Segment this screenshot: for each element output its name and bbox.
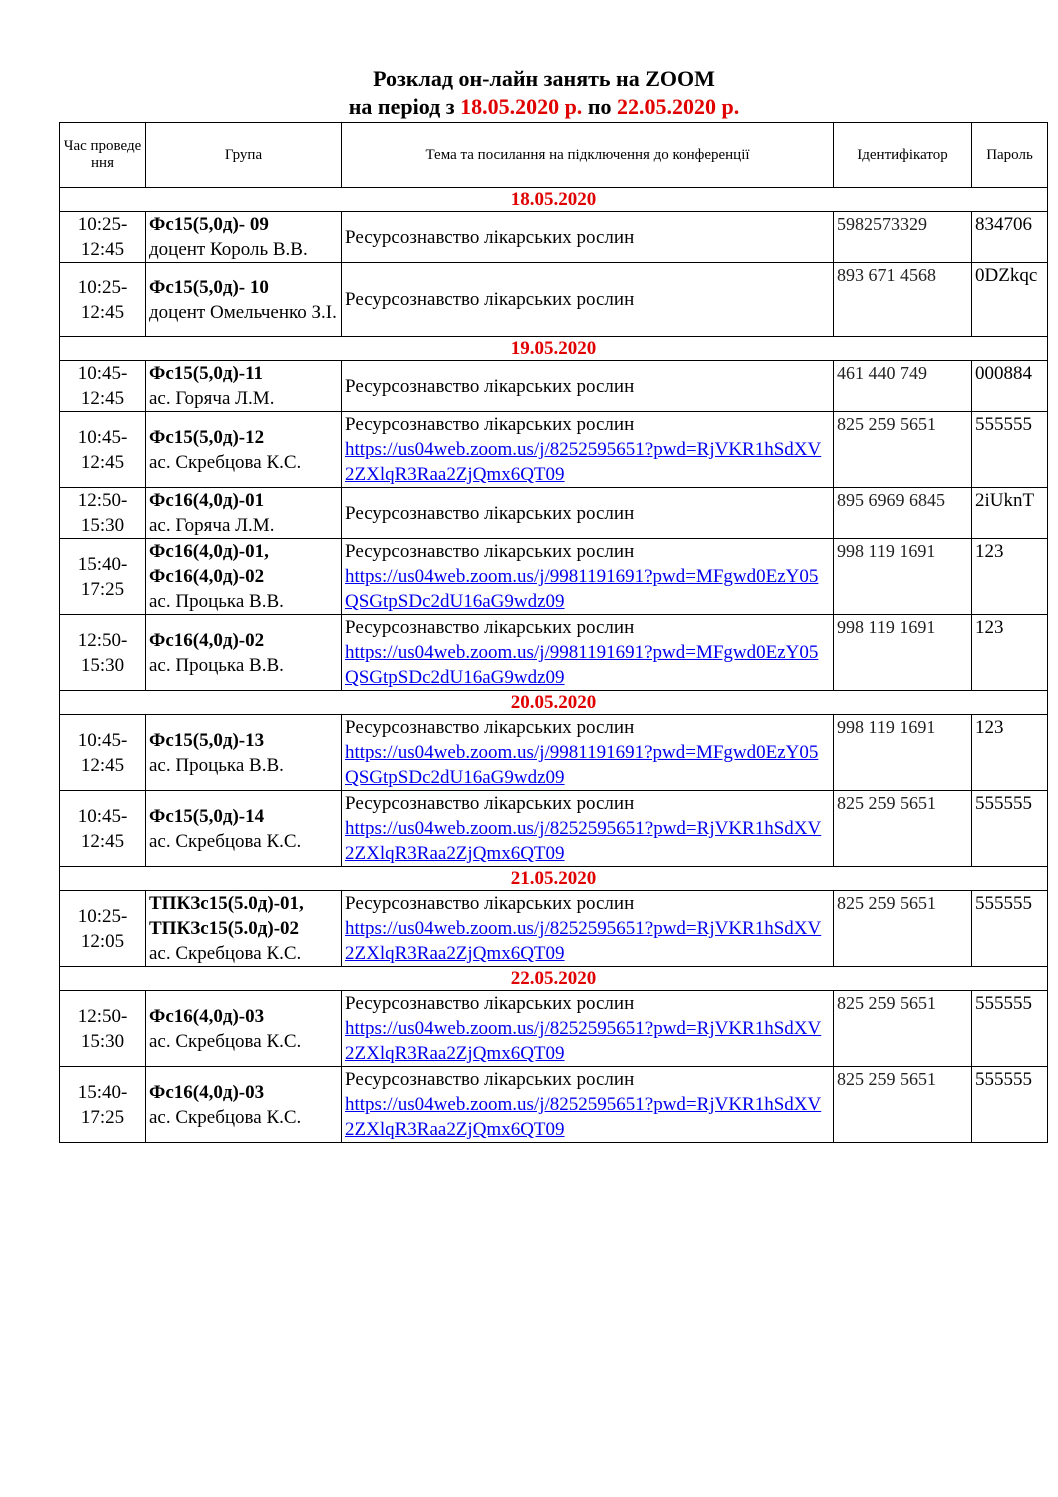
topic-cell [342,361,834,412]
topic-title: Ресурсознавство лікарських рослин [345,414,635,435]
teacher-name: ас. Скребцова К.С. [149,1030,302,1052]
topic-title: Ресурсознавство лікарських рослин [345,1069,635,1090]
topic-title: Ресурсознавство лікарських рослин [345,541,635,562]
teacher-name: ас. Скребцова К.С. [149,451,302,473]
group-name: Фс15(5,0д)- 09 [149,214,269,235]
table-row [60,212,1048,263]
password-cell: 000884 [972,361,1048,412]
conference-id-cell: 825 259 5651 [834,891,972,967]
password-cell: 555555 [972,991,1048,1067]
group-name: Фс16(4,0д)-03 [149,1081,265,1103]
teacher-name: ас. Скребцова К.С. [149,943,302,964]
teacher-name: ас. Процька В.В. [149,754,284,776]
group-cell [146,212,342,263]
teacher-name: ас. Горяча Л.М. [149,515,275,536]
topic-title: Ресурсознавство лікарських рослин [345,289,635,310]
time-cell: 15:40- 17:25 [60,1067,146,1143]
password-cell: 555555 [972,791,1048,867]
header-id: Ідентифікатор [834,123,972,188]
topic-cell [342,615,834,691]
table-row [60,1067,1048,1143]
group-cell [146,991,342,1067]
table-row [60,715,1048,791]
group-cell [146,615,342,691]
zoom-link[interactable]: https://us04web.zoom.us/j/9981191691?pwd=MFgwd0EzY05QSGtpSDc2dU16aG9wdz09 [345,642,819,688]
time-cell: 12:50- 15:30 [60,991,146,1067]
date-cell: 20.05.2020 [60,691,1048,715]
group-cell [146,891,342,967]
page-title [0,66,1058,92]
date-row [60,337,1048,361]
teacher-name: доцент Омельченко З.І. [149,301,337,323]
topic-cell [342,1067,834,1143]
password-cell: 555555 [972,891,1048,967]
topic-title: Ресурсознавство лікарських рослин [345,793,635,814]
password-cell: 834706 [972,212,1048,263]
time-cell: 10:45- 12:45 [60,715,146,791]
password-cell: 123 [972,715,1048,791]
group-cell [146,539,342,615]
table-body [60,188,1048,1143]
group-name: Фс15(5,0д)-13 [149,729,265,751]
topic-cell [342,991,834,1067]
page-subtitle [0,94,1058,120]
header-topic: Тема та посилання на підключення до конференції [342,123,834,188]
time-cell: 12:50- 15:30 [60,615,146,691]
zoom-link[interactable]: https://us04web.zoom.us/j/8252595651?pwd=RjVKR1hSdXV2ZXlqR3Raa2ZjQmx6QT09 [345,818,822,864]
date-cell: 22.05.2020 [60,967,1048,991]
teacher-name: доцент Король В.В. [149,239,308,260]
conference-id-cell: 5982573329 [834,212,972,263]
topic-title: Ресурсознавство лікарських рослин [345,502,635,524]
password-cell: 123 [972,615,1048,691]
group-name: Фс15(5,0д)- 10 [149,276,269,298]
teacher-name: ас. Процька В.В. [149,654,284,676]
table-row [60,891,1048,967]
conference-id-cell: 998 119 1691 [834,715,972,791]
group-name: Фс16(4,0д)-01 [149,490,265,511]
password-cell: 2iUknT [972,488,1048,539]
group-cell [146,715,342,791]
conference-id-cell: 825 259 5651 [834,412,972,488]
group-name: ТПКЗс15(5.0д)-01, [149,893,304,914]
time-cell: 10:25- 12:45 [60,212,146,263]
header-password: Пароль [972,123,1048,188]
topic-title: Ресурсознавство лікарських рослин [345,617,635,638]
date-cell: 18.05.2020 [60,188,1048,212]
conference-id-cell: 893 671 4568 [834,263,972,337]
topic-title: Ресурсознавство лікарських рослин [345,717,635,738]
group-cell [146,488,342,539]
time-cell: 12:50- 15:30 [60,488,146,539]
group-name: Фс16(4,0д)-02 [149,566,265,587]
group-name: Фс16(4,0д)-03 [149,1005,265,1027]
zoom-link[interactable]: https://us04web.zoom.us/j/8252595651?pwd=RjVKR1hSdXV2ZXlqR3Raa2ZjQmx6QT09 [345,439,822,485]
teacher-name: ас. Скребцова К.С. [149,830,302,852]
password-cell: 555555 [972,412,1048,488]
title-prefix: на період з [348,94,461,119]
title-date-from: 18.05.2020 р. [460,94,583,119]
group-name: Фс16(4,0д)-02 [149,629,265,651]
table-row [60,991,1048,1067]
table-row [60,539,1048,615]
table-row [60,412,1048,488]
date-row [60,867,1048,891]
topic-title: Ресурсознавство лікарських рослин [345,226,635,248]
topic-cell [342,791,834,867]
password-cell: 555555 [972,1067,1048,1143]
zoom-link[interactable]: https://us04web.zoom.us/j/8252595651?pwd=RjVKR1hSdXV2ZXlqR3Raa2ZjQmx6QT09 [345,918,822,964]
table-row [60,488,1048,539]
group-cell [146,263,342,337]
topic-cell [342,412,834,488]
teacher-name: ас. Горяча Л.М. [149,388,275,409]
conference-id-cell: 461 440 749 [834,361,972,412]
date-row [60,188,1048,212]
schedule-table [59,122,1048,1143]
time-cell: 10:45- 12:45 [60,791,146,867]
topic-cell [342,263,834,337]
table-row [60,263,1048,337]
group-cell [146,361,342,412]
group-name: Фс16(4,0д)-01, [149,541,269,562]
group-name: Фс15(5,0д)-11 [149,363,264,384]
time-cell: 10:45- 12:45 [60,361,146,412]
title-mid: по [582,94,617,119]
topic-cell [342,212,834,263]
time-cell: 10:25- 12:05 [60,891,146,967]
teacher-name: ас. Скребцова К.С. [149,1106,302,1128]
table-row [60,791,1048,867]
group-cell [146,791,342,867]
group-cell [146,1067,342,1143]
zoom-link[interactable]: https://us04web.zoom.us/j/9981191691?pwd=MFgwd0EzY05QSGtpSDc2dU16aG9wdz09 [345,566,819,612]
topic-title: Ресурсознавство лікарських рослин [345,993,635,1014]
group-name: Фс15(5,0д)-14 [149,805,265,827]
conference-id-cell: 998 119 1691 [834,539,972,615]
zoom-link[interactable]: https://us04web.zoom.us/j/9981191691?pwd=MFgwd0EzY05QSGtpSDc2dU16aG9wdz09 [345,742,819,788]
group-name: Фс15(5,0д)-12 [149,426,265,448]
topic-title: Ресурсознавство лікарських рослин [345,893,635,914]
date-cell: 21.05.2020 [60,867,1048,891]
topic-cell [342,539,834,615]
header-group: Група [146,123,342,188]
topic-cell [342,715,834,791]
time-cell: 10:25- 12:45 [60,263,146,337]
date-cell: 19.05.2020 [60,337,1048,361]
table-row [60,615,1048,691]
table-header-row [60,123,1048,188]
topic-cell [342,891,834,967]
title-line1: Розклад он-лайн занять на ZOOM [373,66,715,91]
group-cell [146,412,342,488]
time-cell: 15:40- 17:25 [60,539,146,615]
topic-title: Ресурсознавство лікарських рослин [345,375,635,397]
teacher-name: ас. Процька В.В. [149,591,284,612]
conference-id-cell: 825 259 5651 [834,1067,972,1143]
topic-cell [342,488,834,539]
password-cell: 123 [972,539,1048,615]
conference-id-cell: 895 6969 6845 [834,488,972,539]
title-date-to: 22.05.2020 р. [617,94,740,119]
zoom-link[interactable]: https://us04web.zoom.us/j/8252595651?pwd=RjVKR1hSdXV2ZXlqR3Raa2ZjQmx6QT09 [345,1094,822,1140]
header-time: Час проведе ння [60,123,146,188]
table-row [60,361,1048,412]
conference-id-cell: 825 259 5651 [834,791,972,867]
time-cell: 10:45- 12:45 [60,412,146,488]
date-row [60,967,1048,991]
password-cell: 0DZkqc [972,263,1048,337]
conference-id-cell: 825 259 5651 [834,991,972,1067]
conference-id-cell: 998 119 1691 [834,615,972,691]
group-name: ТПКЗс15(5.0д)-02 [149,918,300,939]
date-row [60,691,1048,715]
zoom-link[interactable]: https://us04web.zoom.us/j/8252595651?pwd=RjVKR1hSdXV2ZXlqR3Raa2ZjQmx6QT09 [345,1018,822,1064]
